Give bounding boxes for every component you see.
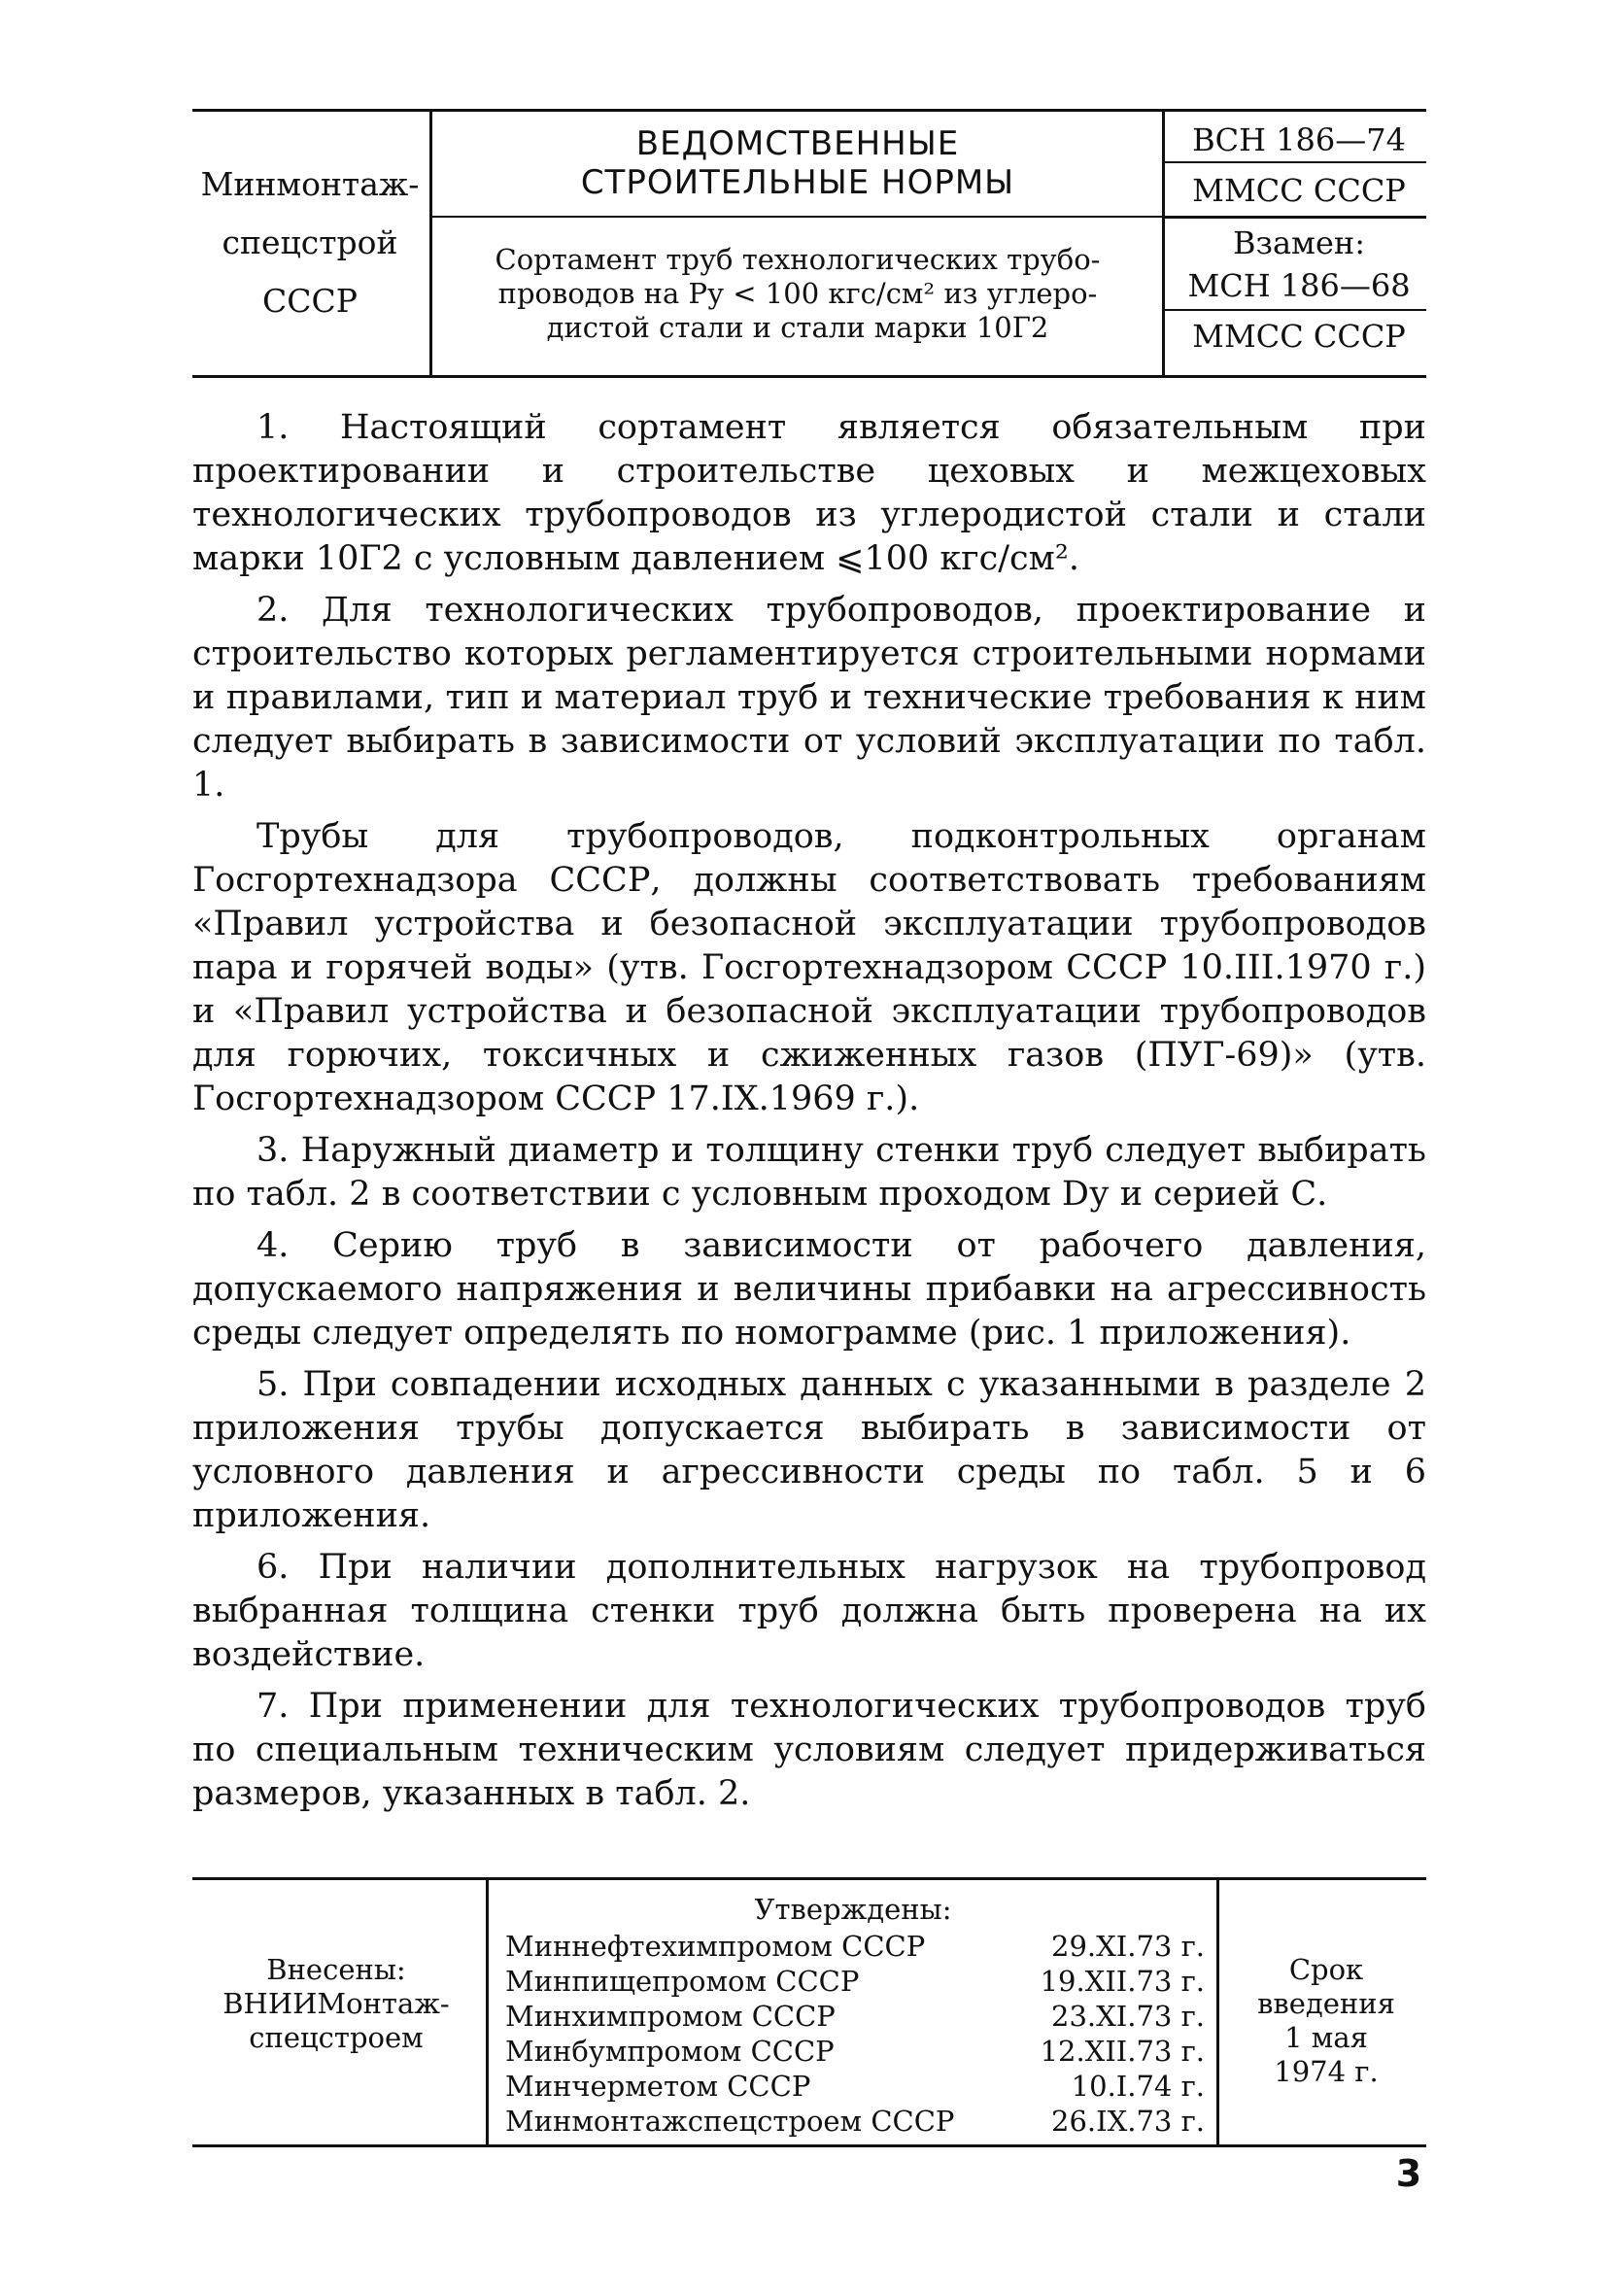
header-divider-left [429,111,432,375]
clause-3: 3. Наружный диаметр и толщину стенки труб следует выбирать по табл. 2 в соответствии с условным проходом Dу и серией С. [192,1131,1426,1214]
issuing-organization [192,155,427,330]
approval-date: 12.XII.73 г. [1040,2035,1205,2068]
effective-line: 1974 г. [1274,2055,1379,2088]
submitted-by [192,1953,480,2055]
header-title-rule [431,216,1162,218]
approval-org: Миннефтехимпромом СССР [505,1930,926,1963]
replaces-code-rule [1165,309,1426,311]
clause-6: 6. При наличии дополнительных нагрузок на трубопровод выбранная толщина стенки труб должна быть проверена на их воздействие. [192,1548,1426,1674]
submitted-line: ВНИИМонтаж- [222,1987,450,2020]
replaced-document-code: МСН 186—68 [1187,267,1411,304]
approval-org: Минхимпромом СССР [505,2000,836,2033]
norms-title-line: СТРОИТЕЛЬНЫЕ НОРМЫ [580,163,1015,202]
subject-line: Сортамент труб технологических трубо- [495,243,1101,276]
org-line: спецстрой [222,223,398,261]
effective-line: Срок [1288,1953,1364,1986]
effective-date [1226,1953,1426,2089]
org-line: Минмонтаж- [200,165,420,203]
approval-org: Минмонтажспецстроем СССР [505,2105,955,2138]
approval-org: Минчерметом СССР [505,2070,811,2103]
header-bottom-rule [192,375,1426,378]
approval-row [505,1964,1205,1999]
approval-divider-right [1216,1879,1219,2144]
replaces-label: Взамен: [1233,224,1365,261]
document-subject [435,243,1160,345]
approval-divider-left [486,1879,489,2144]
approval-date: 19.XII.73 г. [1040,1965,1205,1998]
norms-title-line: ВЕДОМСТВЕННЫЕ [635,124,960,163]
approval-row [505,1999,1205,2034]
clause-4: 4. Серию труб в зависимости от рабочего давления, допускаемого напряжения и величины прибавки на агрессивность среды следует определять по номограмме (рис. 1 приложения). [192,1226,1426,1353]
approval-row [505,2069,1205,2104]
subject-line: проводов на Pу < 100 кгс/см² из углеро- [497,277,1098,310]
approval-date: 23.XI.73 г. [1051,2000,1205,2033]
approval-date: 26.IX.73 г. [1051,2105,1205,2138]
submitted-line: спецстроем [249,2021,424,2054]
effective-line: введения [1257,1987,1395,2020]
approval-row [505,2104,1205,2139]
approved-title: Утверждены: [754,1893,952,1926]
header-divider-right [1162,111,1165,375]
approval-date: 10.I.74 г. [1071,2070,1205,2103]
page-number: 3 [1395,2152,1422,2195]
submitted-line: Внесены: [266,1953,406,1986]
org-line: СССР [262,282,358,320]
clause-5: 5. При совпадении исходных данных с указанными в разделе 2 приложения трубы допускается выбирать в зависимости от условного давления и агрессивности среды по табл. 5 и 6 приложения. [192,1365,1426,1535]
document-organization: ММСС СССР [1192,172,1406,209]
approval-bottom-rule [192,2144,1426,2147]
approval-row [505,2034,1205,2069]
doc-code-rule [1165,161,1426,163]
clause-2: 2. Для технологических трубопроводов, проектирование и строительство которых регламентируется строительными нормами и правилами, тип и материал труб и технические требования к ним следует выбирать в зависимости от условий эксплуатации по табл. 1. [192,591,1426,805]
approval-top-rule [192,1877,1426,1880]
document-body [192,406,1426,1824]
document-code: ВСН 186—74 [1192,121,1406,158]
replaced-document-organization: ММСС СССР [1192,318,1406,355]
clause-1: 1. Настоящий сортамент является обязательным при проектировании и строительстве цеховых и межцеховых технологических трубопроводов из углеродистой стали и стали марки 10Г2 с условным давлением ⩽100 кгс/см². [192,408,1426,578]
subject-line: дистой стали и стали марки 10Г2 [546,311,1049,344]
clause-7: 7. При применении для технологических трубопроводов труб по специальным техническим условиям следует придерживаться размеров, указанных в табл. 2. [192,1687,1426,1813]
approval-org: Минпищепромом СССР [505,1965,860,1998]
doc-org-rule [1165,216,1426,219]
effective-line: 1 мая [1284,2021,1368,2054]
approval-org: Минбумпромом СССР [505,2035,835,2068]
approvals-list [505,1929,1205,2139]
approval-date: 29.XI.73 г. [1051,1930,1205,1963]
norms-title [435,124,1160,202]
approval-row [505,1929,1205,1964]
header-top-rule [192,109,1426,112]
clause-2-continuation: Трубы для трубопроводов, подконтрольных органам Госгортехнадзора СССР, должны соответствовать требованиям «Правил устройства и безопасной эксплуатации трубопроводов пара и горячей воды» (утв. Госгортехнадзором СССР 10.III.1970 г.) и «Правил устройства и безопасной эксплуатации трубопроводов для горючих, токсичных и сжиженных газов (ПУГ-69)» (утв. Госгортехнадзором СССР 17.IX.1969 г.). [192,817,1426,1118]
